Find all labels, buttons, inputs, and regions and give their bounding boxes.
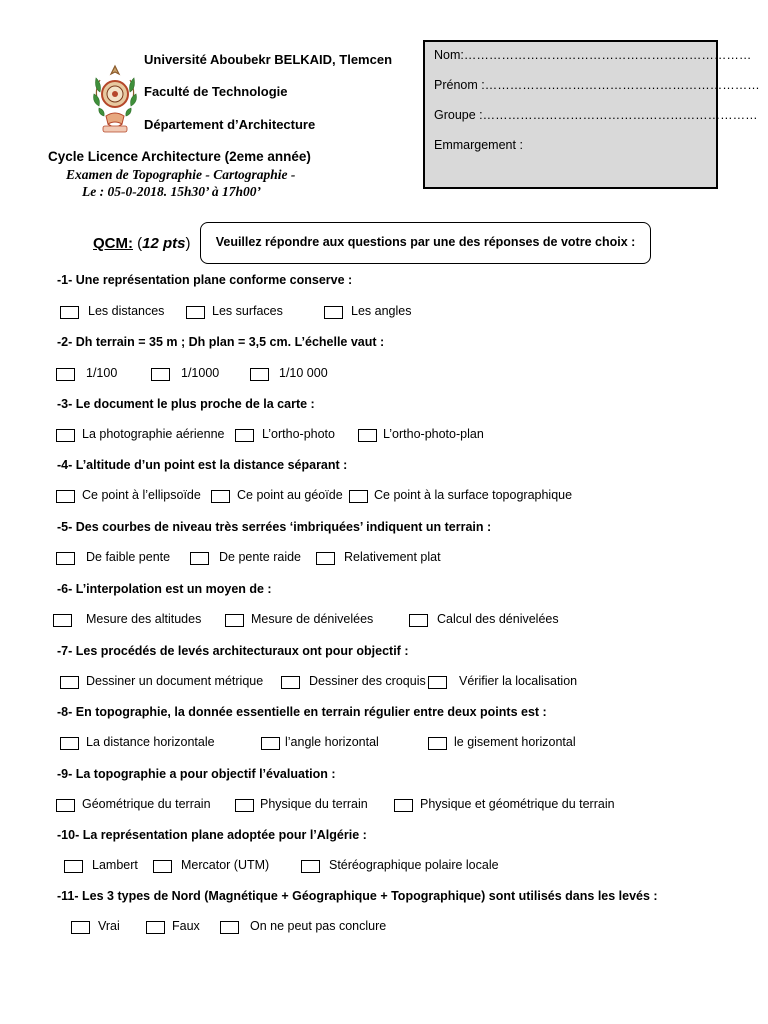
checkbox-q10-a[interactable] [64,860,83,873]
checkbox-q9-b[interactable] [235,799,254,812]
checkbox-q8-c[interactable] [428,737,447,750]
option-q10-b: Mercator (UTM) [181,858,270,872]
emargement-field[interactable]: Emmargement : [434,138,523,152]
option-q2-c: 1/10 000 [279,366,328,380]
option-q9-a: Géométrique du terrain [82,797,211,811]
qcm-label: QCM: [93,235,133,252]
option-q4-a: Ce point à l’ellipsoïde [82,488,201,502]
checkbox-q6-b[interactable] [225,614,244,627]
option-q10-c: Stéréographique polaire locale [329,858,499,872]
option-q6-b: Mesure de dénivelées [251,612,374,626]
checkbox-q3-a[interactable] [56,429,75,442]
question-3: -3- Le document le plus proche de la carte : [57,397,315,411]
qcm-heading: QCM: (12 pts) [93,235,191,252]
question-10: -10- La représentation plane adoptée pour l’Algérie : [57,828,367,842]
checkbox-q5-c[interactable] [316,552,335,565]
checkbox-q2-c[interactable] [250,368,269,381]
option-q5-a: De faible pente [86,550,171,564]
option-q8-c: le gisement horizontal [454,735,576,749]
checkbox-q1-a[interactable] [60,306,79,319]
option-q9-b: Physique du terrain [260,797,368,811]
checkbox-q2-b[interactable] [151,368,170,381]
university-logo [90,60,140,136]
faculty-name: Faculté de Technologie [144,84,288,99]
option-q1-b: Les surfaces [212,304,283,318]
option-q1-a: Les distances [88,304,165,318]
option-q3-c: L’ortho-photo-plan [383,427,484,441]
option-q4-b: Ce point au géoïde [237,488,343,502]
option-q4-c: Ce point à la surface topographique [374,488,573,502]
checkbox-q7-b[interactable] [281,676,300,689]
checkbox-q2-a[interactable] [56,368,75,381]
question-11: -11- Les 3 types de Nord (Magnétique + Géographique + Topographique) sont utilisés dans les levés : [57,889,658,903]
checkbox-q10-c[interactable] [301,860,320,873]
option-q7-b: Dessiner des croquis [309,674,426,688]
checkbox-q1-c[interactable] [324,306,343,319]
option-q3-a: La photographie aérienne [82,427,225,441]
checkbox-q11-a[interactable] [71,921,90,934]
checkbox-q5-a[interactable] [56,552,75,565]
checkbox-q9-a[interactable] [56,799,75,812]
university-name: Université Aboubekr BELKAID, Tlemcen [144,52,393,67]
option-q7-a: Dessiner un document métrique [86,674,264,688]
option-q11-a: Vrai [98,919,120,933]
option-q6-a: Mesure des altitudes [86,612,202,626]
nom-field[interactable]: Nom:…………………………………………………………… [434,48,752,62]
checkbox-q3-c[interactable] [358,429,377,442]
department-name: Département d’Architecture [144,117,316,132]
option-q8-b: l’angle horizontal [285,735,379,749]
student-id-box [423,40,760,189]
checkbox-q4-a[interactable] [56,490,75,503]
option-q6-c: Calcul des dénivelées [437,612,559,626]
checkbox-q5-b[interactable] [190,552,209,565]
option-q2-a: 1/100 [86,366,118,380]
option-q10-a: Lambert [92,858,138,872]
question-7: -7- Les procédés de levés architecturaux ont pour objectif : [57,644,409,658]
cycle-title: Cycle Licence Architecture (2eme année) [48,149,311,164]
option-q2-b: 1/1000 [181,366,220,380]
option-q3-b: L’ortho-photo [262,427,335,441]
question-8: -8- En topographie, la donnée essentielle en terrain régulier entre deux points est : [57,705,547,719]
option-q5-c: Relativement plat [344,550,441,564]
checkbox-q8-b[interactable] [261,737,280,750]
checkbox-q6-a[interactable] [53,614,72,627]
question-2: -2- Dh terrain = 35 m ; Dh plan = 3,5 cm. L’échelle vaut : [57,335,385,349]
question-9: -9- La topographie a pour objectif l’évaluation : [57,767,336,781]
prenom-field[interactable]: Prénom :………………………………………………………… [434,78,760,92]
option-q8-a: La distance horizontale [86,735,215,749]
option-q1-c: Les angles [351,304,412,318]
checkbox-q7-a[interactable] [60,676,79,689]
checkbox-q8-a[interactable] [60,737,79,750]
checkbox-q7-c[interactable] [428,676,447,689]
checkbox-q9-c[interactable] [394,799,413,812]
question-4: -4- L’altitude d’un point est la distance séparant : [57,458,348,472]
question-5: -5- Des courbes de niveau très serrées ‘imbriquées’ indiquent un terrain : [57,520,492,534]
checkbox-q4-c[interactable] [349,490,368,503]
option-q5-b: De pente raide [219,550,302,564]
checkbox-q4-b[interactable] [211,490,230,503]
groupe-field[interactable]: Groupe :………………………………………………………… [434,108,758,122]
checkbox-q3-b[interactable] [235,429,254,442]
option-q11-c: On ne peut pas conclure [250,919,387,933]
exam-title: Examen de Topographie - Cartographie - [66,167,296,182]
qcm-points: 12 pts [142,235,186,252]
option-q11-b: Faux [172,919,200,933]
question-1: -1- Une représentation plane conforme conserve : [57,273,353,287]
checkbox-q1-b[interactable] [186,306,205,319]
question-6: -6- L’interpolation est un moyen de : [57,582,272,596]
instruction-box: Veuillez répondre aux questions par une des réponses de votre choix : [200,222,651,264]
checkbox-q11-b[interactable] [146,921,165,934]
option-q7-c: Vérifier la localisation [459,674,578,688]
option-q9-c: Physique et géométrique du terrain [420,797,615,811]
checkbox-q10-b[interactable] [153,860,172,873]
checkbox-q6-c[interactable] [409,614,428,627]
exam-date: Le : 05-0-2018. 15h30’ à 17h00’ [82,184,261,199]
checkbox-q11-c[interactable] [220,921,239,934]
